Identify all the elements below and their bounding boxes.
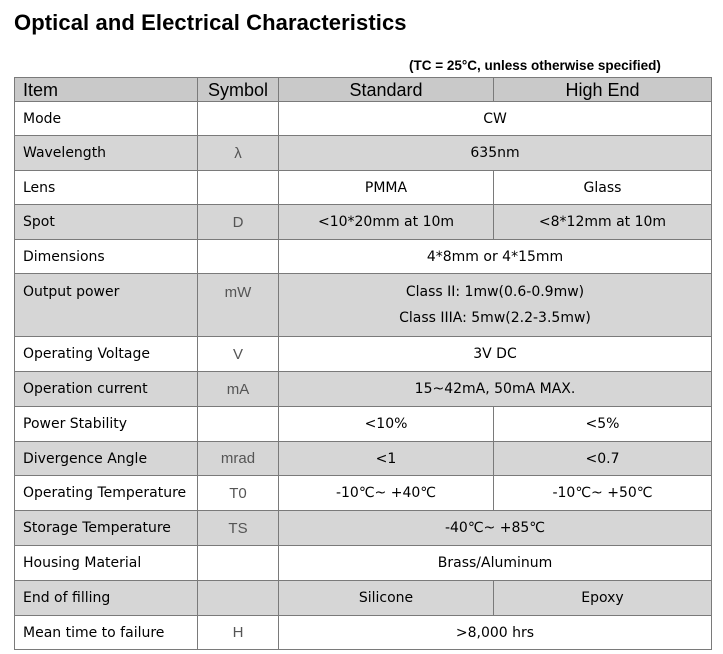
table-row-mode xyxy=(15,102,712,136)
row-label: Mean time to failure xyxy=(15,616,198,650)
row-label: Lens xyxy=(15,171,198,205)
row-label: Dimensions xyxy=(15,240,198,274)
row-label: Divergence Angle xyxy=(15,442,198,476)
page-title: Optical and Electrical Characteristics xyxy=(14,10,407,35)
row-symbol: T0 xyxy=(198,476,279,511)
row-symbol xyxy=(198,407,279,442)
table-row-operating-voltage xyxy=(15,337,712,372)
row-label: Mode xyxy=(15,102,198,136)
row-value-high-end: <5% xyxy=(494,407,712,442)
table-row-output-power xyxy=(15,274,712,337)
row-symbol: mrad xyxy=(198,442,279,476)
row-symbol: mW xyxy=(198,274,279,337)
row-symbol: λ xyxy=(198,136,279,171)
table-row-housing-material xyxy=(15,546,712,581)
row-label: Storage Temperature xyxy=(15,511,198,546)
row-symbol xyxy=(198,546,279,581)
row-value-standard: <1 xyxy=(279,442,494,476)
header-high-end: High End xyxy=(494,78,712,102)
characteristics-table xyxy=(14,77,712,650)
row-symbol: D xyxy=(198,205,279,240)
row-symbol: mA xyxy=(198,372,279,407)
table-row-end-of-filling xyxy=(15,581,712,616)
row-symbol xyxy=(198,102,279,136)
table-row-spot xyxy=(15,205,712,240)
table-row-divergence-angle xyxy=(15,442,712,476)
row-label: Spot xyxy=(15,205,198,240)
header-item: Item xyxy=(15,78,198,102)
header-standard: Standard xyxy=(279,78,494,102)
table-row-operation-current xyxy=(15,372,712,407)
row-value-standard: Silicone xyxy=(279,581,494,616)
table-row-lens xyxy=(15,171,712,205)
row-label: Power Stability xyxy=(15,407,198,442)
table-row-operating-temperature xyxy=(15,476,712,511)
row-label: End of filling xyxy=(15,581,198,616)
row-symbol xyxy=(198,171,279,205)
header-symbol: Symbol xyxy=(198,78,279,102)
row-value-standard: -10℃~ +40℃ xyxy=(279,476,494,511)
row-value: Brass/Aluminum xyxy=(279,546,712,581)
row-value-high-end: Glass xyxy=(494,171,712,205)
row-value-standard: PMMA xyxy=(279,171,494,205)
output-power-class-ii: Class II: 1mw(0.6-0.9mw) xyxy=(405,284,585,300)
row-symbol: TS xyxy=(198,511,279,546)
row-symbol: H xyxy=(198,616,279,650)
table-row-wavelength xyxy=(15,136,712,171)
row-value-high-end: <8*12mm at 10m xyxy=(494,205,712,240)
row-label: Operating Voltage xyxy=(15,337,198,372)
row-value: CW xyxy=(279,102,712,136)
row-value-high-end: -10℃~ +50℃ xyxy=(494,476,712,511)
row-value-standard: <10*20mm at 10m xyxy=(279,205,494,240)
row-label: Housing Material xyxy=(15,546,198,581)
row-label: Operating Temperature xyxy=(15,476,198,511)
row-label: Wavelength xyxy=(15,136,198,171)
row-value-high-end: Epoxy xyxy=(494,581,712,616)
row-symbol: V xyxy=(198,337,279,372)
row-value: 15~42mA, 50mA MAX. xyxy=(279,372,712,407)
header-row xyxy=(15,78,712,102)
table-row-mttf xyxy=(15,616,712,650)
table-row-dimensions xyxy=(15,240,712,274)
row-value xyxy=(279,274,712,337)
row-value: 4*8mm or 4*15mm xyxy=(279,240,712,274)
test-condition-note: (TC = 25°C, unless otherwise specified) xyxy=(409,58,661,73)
output-power-class-iiia: Class IIIA: 5mw(2.2-3.5mw) xyxy=(399,310,591,326)
row-symbol xyxy=(198,240,279,274)
row-symbol xyxy=(198,581,279,616)
table-row-power-stability xyxy=(15,407,712,442)
table-row-storage-temperature xyxy=(15,511,712,546)
row-value: 3V DC xyxy=(279,337,712,372)
row-label: Operation current xyxy=(15,372,198,407)
row-value: 635nm xyxy=(279,136,712,171)
row-value-standard: <10% xyxy=(279,407,494,442)
row-value-high-end: <0.7 xyxy=(494,442,712,476)
row-value: -40℃~ +85℃ xyxy=(279,511,712,546)
row-value: >8,000 hrs xyxy=(279,616,712,650)
row-label: Output power xyxy=(15,274,198,337)
